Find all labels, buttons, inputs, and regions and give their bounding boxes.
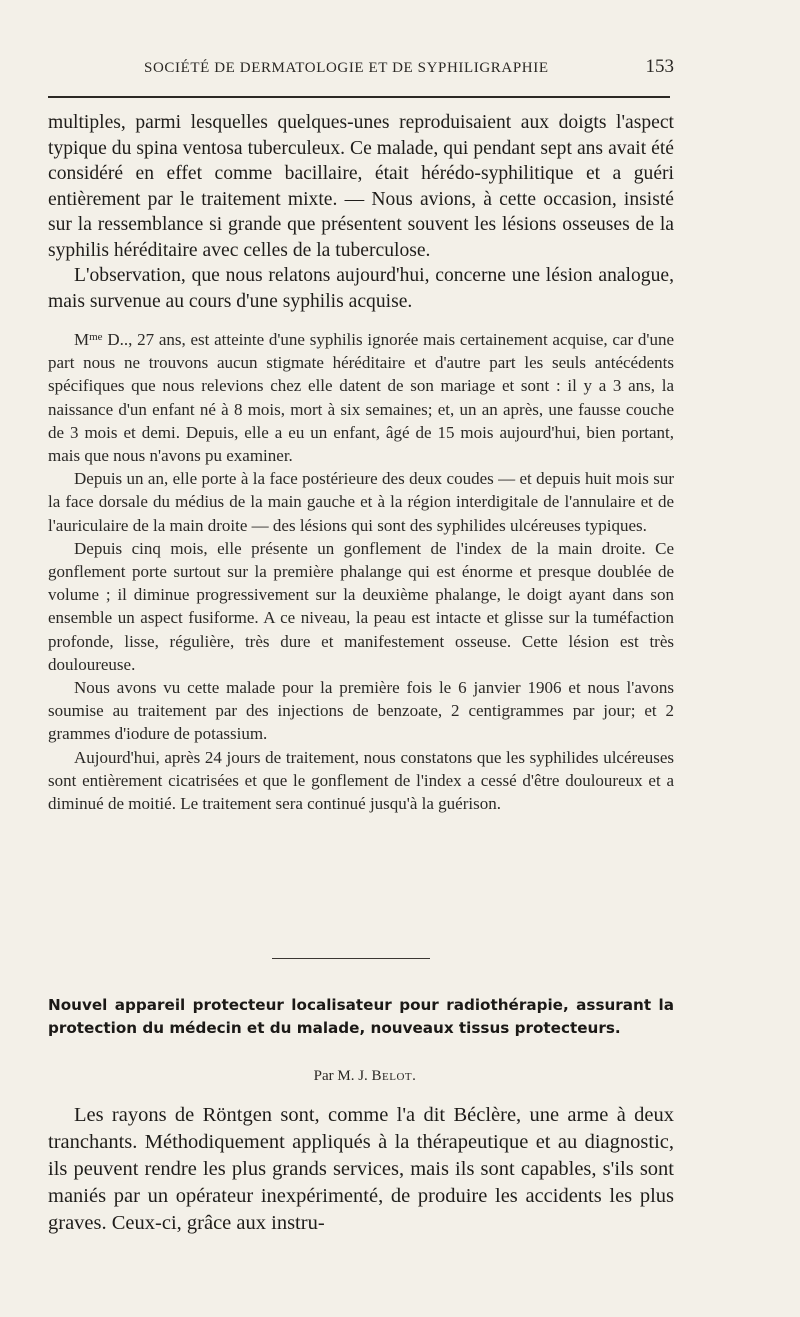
observation-title-superscript: me: [89, 331, 103, 343]
byline-prefix: Par M. J.: [313, 1068, 372, 1084]
observation-paragraph-1: [48, 328, 674, 467]
article-title: Nouvel appareil protecteur localisateur pour radiothérapie, assurant la protection du médecin et du malade, nouveaux tissus protecteurs.: [48, 996, 674, 1037]
observation-paragraph-5: Aujourd'hui, après 24 jours de traitement, nous constatons que les syphilides ulcéreuses sont entièrement cicatrisées et que le gonflement de l'index a cessé d'être douloureux et a diminué de moitié. Le traitement sera continué jusqu'à la guérison.: [48, 747, 674, 814]
paragraph-continuation: multiples, parmi lesquelles quelques-unes reproduisaient aux doigts l'aspect typique du spina ventosa tuberculeux. Ce malade, qui pendant sept ans avait été considéré en effet comme bacillaire, était hérédo-syphilitique et a guéri entièrement par le traitement mixte. — Nous avions, à cette occasion, insisté sur la ressemblance si grande que présentent souvent les lésions osseuses de la syphilis héréditaire avec celles de la tuberculose.: [48, 112, 674, 261]
page-number: 153: [645, 56, 674, 77]
section-divider: [272, 958, 430, 959]
page-header: [48, 58, 672, 88]
observation-paragraph-3: Depuis cinq mois, elle présente un gonflement de l'index de la main droite. Ce gonflement porte surtout sur la première phalange qui est énorme et presque doublée de volume ; il diminue progressivement sur la deuxième phalange, le doigt ayant dans son ensemble un aspect fusiforme. A ce niveau, la peau est intacte et glisse sur la tuméfaction profonde, lisse, régulière, très dure et manifestement osseuse. Cette lésion est très douloureuse.: [48, 538, 674, 674]
observation-paragraph-2: Depuis un an, elle porte à la face postérieure des deux coudes — et depuis huit mois sur la face dorsale du médius de la main gauche et à la région interdigitale de l'annulaire et de l'auriculaire de la main droite — des lésions qui sont des syphilides ulcéreuses typiques.: [48, 469, 674, 535]
body-text: [48, 110, 674, 815]
article-byline: [0, 1068, 730, 1085]
paragraph-observation-intro: L'observation, que nous relatons aujourd'hui, concerne une lésion analogue, mais survenue au cours d'une syphilis acquise.: [48, 265, 674, 312]
observation-text-1: D.., 27 ans, est atteinte d'une syphilis ignorée mais certainement acquise, car d'une part nous ne trouvons aucun stigmate héréditaire et d'autre part les seuls antécédents spécifiques que nous relevions chez elle datent de son mariage et sont : il y a 3 ans, la naissance d'un enfant né à 8 mois, mort à six semaines; et, un an après, une fausse couche de 3 mois et demi. Depuis, elle a eu un enfant, âgé de 15 mois aujourd'hui, bien portant, mais que nous n'avons pu examiner.: [48, 330, 674, 466]
observation-title-prefix: M: [74, 330, 90, 349]
byline-author: Belot.: [371, 1068, 417, 1084]
observation-paragraph-4: Nous avons vu cette malade pour la première fois le 6 janvier 1906 et nous l'avons soumise au traitement par des injections de benzoate, 2 centigrammes par jour; et 2 grammes d'iodure de potassium.: [48, 678, 674, 744]
header-rule: [48, 96, 670, 98]
running-title: SOCIÉTÉ DE DERMATOLOGIE ET DE SYPHILIGRAPHIE: [144, 60, 549, 76]
article-intro-paragraph: Les rayons de Röntgen sont, comme l'a dit Béclère, une arme à deux tranchants. Méthodiquement appliqués à la thérapeutique et au diagnostic, ils peuvent rendre les plus grands services, mais ils sont capables, s'ils sont maniés par un opérateur inexpérimenté, de produire les accidents les plus graves. Ceux-ci, grâce aux instru-: [48, 1104, 674, 1234]
